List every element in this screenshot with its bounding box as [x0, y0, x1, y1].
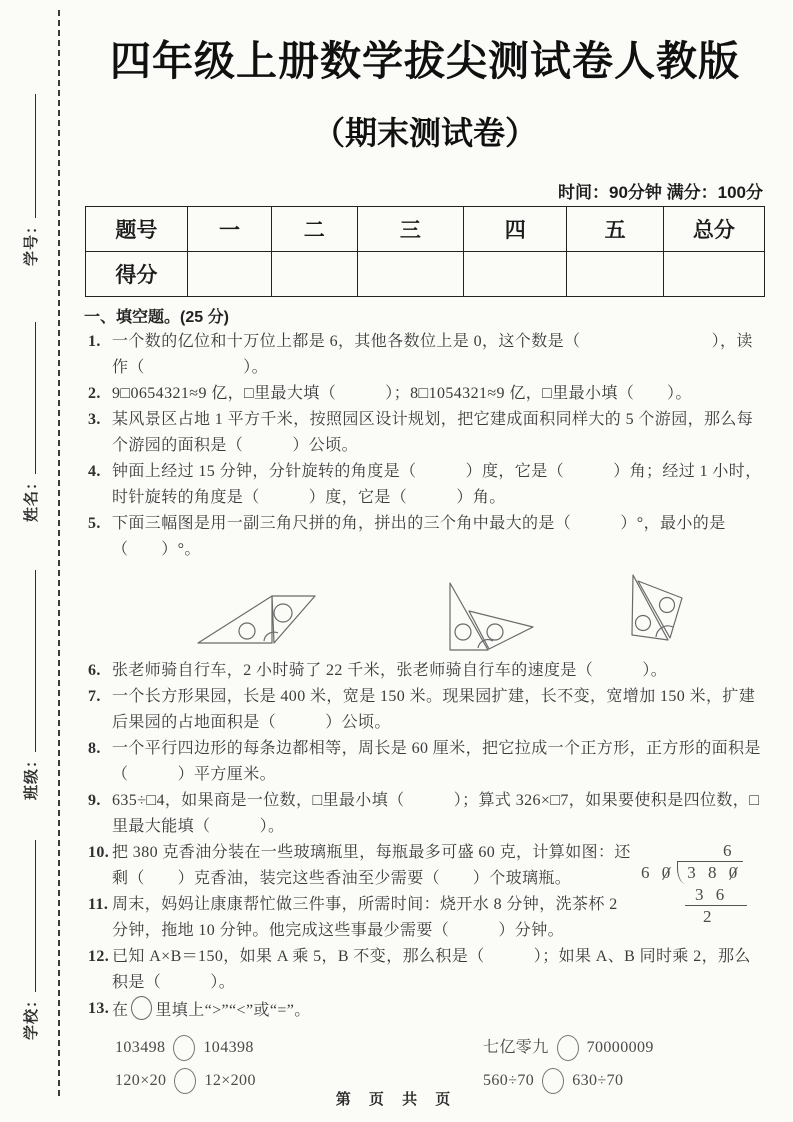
figure2-left-triangle — [450, 583, 488, 650]
comparison-1-right: 104398 — [203, 1039, 254, 1056]
question-13 — [85, 996, 765, 1024]
score-header-3: 三 — [357, 207, 464, 252]
question-6-text: 张老师骑自行车，2 小时骑了 22 千米，张老师骑自行车的速度是（ ）。 — [112, 662, 668, 679]
question-5 — [85, 511, 765, 563]
student-id-blank-line — [34, 94, 36, 218]
comparison-1-circle-icon — [173, 1035, 195, 1061]
score-cell-4 — [464, 252, 567, 297]
question-3-number: 3. — [88, 411, 101, 428]
comparison-grid — [115, 1035, 765, 1094]
question-5-number: 5. — [88, 515, 101, 532]
score-cell-2 — [272, 252, 358, 297]
score-cell-5 — [567, 252, 663, 297]
comparison-3-right: 12×200 — [204, 1072, 256, 1089]
student-id-label — [20, 94, 41, 266]
score-header-4: 四 — [464, 207, 567, 252]
score-header-5: 五 — [567, 207, 663, 252]
comparison-2-circle-icon — [557, 1035, 579, 1061]
question-6 — [85, 658, 765, 684]
page-title: 四年级上册数学拔尖测试卷人教版 — [110, 38, 740, 84]
question-1-number: 1. — [88, 333, 101, 350]
page-subtitle: （期末测试卷） — [312, 115, 537, 151]
student-school-label — [20, 840, 41, 1040]
section-heading: 一、填空题。(25 分) — [84, 309, 229, 326]
figure1-left-triangle — [198, 596, 272, 643]
question-2-number: 2. — [88, 385, 101, 402]
margin-dashed-line — [58, 10, 60, 1096]
dividend-cancelled-zero: 0 — [728, 863, 742, 882]
question-6-number: 6. — [88, 662, 101, 679]
question-8-text: 一个平行四边形的每条边都相等，周长是 60 厘米，把它拉成一个正方形，正方形的面积是（ ）平方厘米。 — [112, 740, 761, 783]
question-2 — [85, 381, 765, 407]
question-7-text: 一个长方形果园，长是 400 米，宽是 150 米。现果园扩建，长不变，宽增加 150 米，扩建后果园的占地面积是（ ）公顷。 — [112, 688, 756, 731]
question-13-prefix: 在 — [112, 1002, 129, 1019]
comparison-2-right: 70000009 — [586, 1039, 654, 1056]
student-name-text: 姓名： — [23, 473, 40, 522]
triangle-figures-svg — [190, 566, 700, 654]
score-header-2: 二 — [272, 207, 358, 252]
question-11 — [85, 892, 765, 944]
question-9 — [85, 788, 765, 840]
division-dividend — [677, 861, 743, 884]
question-7 — [85, 684, 765, 736]
student-class-blank-line — [34, 570, 36, 752]
comparison-4-right: 630÷70 — [572, 1072, 624, 1089]
student-name-blank-line — [34, 322, 36, 474]
comparison-1-left: 103498 — [115, 1039, 166, 1056]
division-main-row — [641, 861, 765, 884]
student-school-text: 学校： — [23, 991, 40, 1040]
question-12 — [85, 944, 765, 996]
comparison-4-left: 560÷70 — [483, 1072, 535, 1089]
question-1-text: 一个数的亿位和十万位上都是 6，其他各数位上是 0，这个数是（ ），读作（ ）。 — [112, 333, 753, 376]
score-table-header-row — [86, 207, 765, 252]
question-13-suffix: 里填上“>”“<”或“=”。 — [155, 1002, 311, 1019]
score-cell-total — [663, 252, 764, 297]
question-12-number: 12. — [88, 948, 110, 965]
question-13-number: 13. — [88, 1000, 110, 1017]
fill-circle-icon — [131, 996, 152, 1020]
student-class-text: 班级： — [23, 751, 40, 800]
question-10-text: 把 380 克香油分装在一些玻璃瓶里，每瓶最多可盛 60 克，计算如图：还剩（ ）克香油，装完这些香油至少需要（ ）个玻璃瓶。 — [112, 844, 631, 887]
division-divisor — [641, 863, 675, 882]
score-table — [85, 206, 765, 297]
question-3 — [85, 407, 765, 459]
figure1-circle-2 — [274, 604, 292, 622]
score-header-total: 总分 — [663, 207, 764, 252]
division-quotient: 6 — [723, 841, 736, 860]
score-cell-3 — [357, 252, 464, 297]
comparison-item-2 — [483, 1035, 765, 1061]
question-9-number: 9. — [88, 792, 101, 809]
figure2-circle-1 — [455, 624, 471, 640]
student-class-label — [20, 570, 41, 800]
comparison-3-left: 120×20 — [115, 1072, 167, 1089]
question-11-text: 周末，妈妈让康康帮忙做三件事，所需时间：烧开水 8 分钟，洗茶杯 2 分钟，拖地 10 分钟。他完成这些事最少需要（ ）分钟。 — [112, 896, 618, 939]
figure2-circle-2 — [487, 624, 503, 640]
page-footer: 第 页 共 页 — [335, 1091, 458, 1108]
comparison-2-left: 七亿零九 — [483, 1039, 549, 1056]
question-8 — [85, 736, 765, 788]
score-header-timu: 题号 — [86, 207, 188, 252]
question-12-text: 已知 A×B＝150，如果 A 乘 5，B 不变，那么积是（ ）；如果 A、B 同时乘 2，那么积是（ ）。 — [112, 948, 751, 991]
score-table-score-row — [86, 252, 765, 297]
figure3-circle-2 — [636, 616, 651, 631]
question-10-number: 10. — [88, 844, 110, 861]
triangle-figures — [190, 566, 765, 654]
student-school-blank-line — [34, 840, 36, 992]
comparison-item-1 — [115, 1035, 483, 1061]
figure1-circle-1 — [239, 623, 255, 639]
question-7-number: 7. — [88, 688, 101, 705]
question-9-text: 635÷□4，如果商是一位数，□里最小填（ ）；算式 326×□7，如果要使积是四位数，□里最大能填（ ）。 — [112, 792, 760, 835]
student-name-label — [20, 322, 41, 522]
question-11-number: 11. — [88, 896, 109, 913]
figure3-circle-1 — [660, 598, 675, 613]
question-4 — [85, 459, 765, 511]
question-2-text: 9□0654321≈9 亿，□里最大填（ ）；8□1054321≈9 亿，□里最小填（ ）。 — [112, 385, 692, 402]
time-score-info: 时间：90分钟 满分：100分 — [558, 183, 763, 202]
score-header-1: 一 — [187, 207, 271, 252]
dividend-digits: 3 8 — [687, 863, 721, 882]
figure2-right-triangle — [469, 611, 533, 649]
question-5-text: 下面三幅图是用一副三角尺拼的角，拼出的三个角中最大的是（ ）°，最小的是（ ）°。 — [112, 515, 726, 558]
paper-content — [85, 0, 765, 1094]
figure3-left-triangle — [632, 575, 668, 640]
divisor-cancelled-zero: 0 — [661, 863, 675, 882]
score-cell-1 — [187, 252, 271, 297]
question-3-text: 某风景区占地 1 平方千米，按照园区设计规划，把它建成面积同样大的 5 个游园，那么每个游园的面积是（ ）公顷。 — [112, 411, 754, 454]
question-list — [85, 329, 765, 1094]
divisor-digit: 6 — [641, 863, 654, 882]
question-4-text: 钟面上经过 15 分钟，分针旋转的角度是（ ）度，它是（ ）角；经过 1 小时，时针旋转的角度是（ ）度，它是（ ）角。 — [112, 463, 762, 506]
question-8-number: 8. — [88, 740, 101, 757]
figure1-right-triangle — [272, 596, 315, 643]
question-4-number: 4. — [88, 463, 101, 480]
division-subtract: 3 6 — [685, 884, 747, 906]
score-row-label: 得分 — [86, 252, 188, 297]
student-id-text: 学号： — [23, 217, 40, 266]
division-remainder: 2 — [703, 907, 716, 926]
figure1-angle-arc — [264, 632, 278, 641]
question-1 — [85, 329, 765, 381]
